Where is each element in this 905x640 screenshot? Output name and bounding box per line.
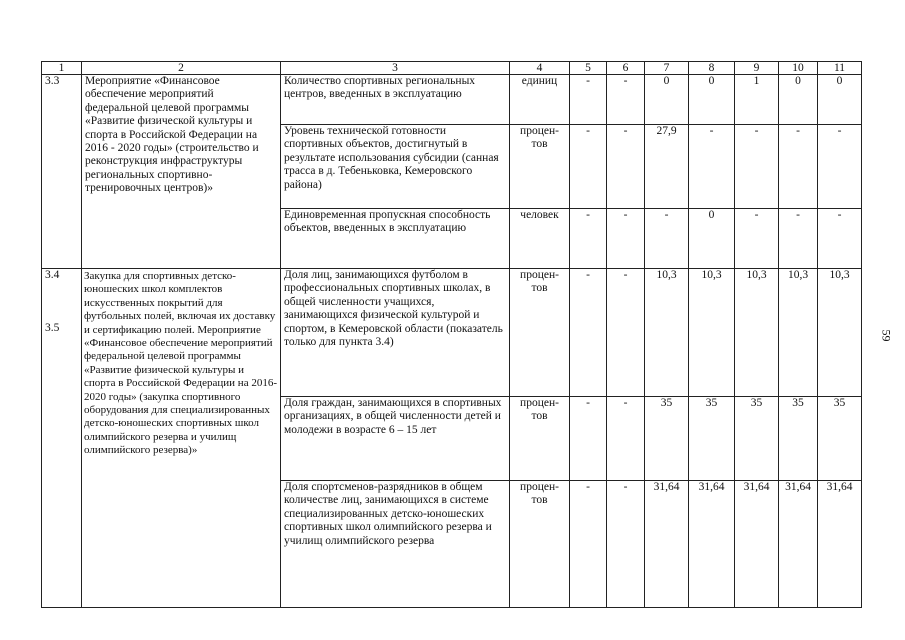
col-header: 11 (818, 62, 862, 75)
value-cell: 35 (645, 397, 689, 481)
value-cell: - (570, 269, 607, 397)
value-cell: 31,64 (735, 481, 779, 608)
col-header: 9 (735, 62, 779, 75)
value-cell: - (645, 209, 689, 269)
value-cell: - (607, 75, 645, 125)
col-header: 7 (645, 62, 689, 75)
value-cell: - (779, 125, 818, 209)
value-cell: 10,3 (779, 269, 818, 397)
indicator-name: Единовременная пропускная способность объектов, введенных в эксплуатацию (281, 209, 510, 269)
value-cell: 35 (735, 397, 779, 481)
value-cell: 10,3 (689, 269, 735, 397)
value-cell: 0 (689, 209, 735, 269)
value-cell: - (779, 209, 818, 269)
indicators-table (41, 61, 862, 608)
col-header: 4 (510, 62, 570, 75)
item-number (42, 269, 82, 608)
value-cell: - (735, 125, 779, 209)
item-number: 3.3 (42, 75, 82, 269)
value-cell: 10,3 (645, 269, 689, 397)
unit: человек (510, 209, 570, 269)
item-number-gap (45, 282, 78, 322)
indicator-name: Уровень технической готовности спортивных объектов, достигнутый в результате использования субсидии (санная трасса в д. Тебеньковка, Кемеровского района) (281, 125, 510, 209)
unit: процен-тов (510, 269, 570, 397)
value-cell: 1 (735, 75, 779, 125)
value-cell: 0 (689, 75, 735, 125)
value-cell: - (607, 269, 645, 397)
value-cell: - (607, 209, 645, 269)
value-cell: 31,64 (645, 481, 689, 608)
indicator-name: Количество спортивных региональных центров, введенных в эксплуатацию (281, 75, 510, 125)
value-cell: - (570, 397, 607, 481)
value-cell: - (570, 481, 607, 608)
col-header: 5 (570, 62, 607, 75)
value-cell: 0 (645, 75, 689, 125)
col-header: 8 (689, 62, 735, 75)
col-header: 6 (607, 62, 645, 75)
value-cell: 0 (779, 75, 818, 125)
indicator-name: Доля спортсменов-разрядников в общем количестве лиц, занимающихся в системе специализированных детско-юношеских спортивных школ олимпийского резерва и училищ олимпийского резерва (281, 481, 510, 608)
col-header: 10 (779, 62, 818, 75)
value-cell: 31,64 (689, 481, 735, 608)
activity-description: Мероприятие «Финансовое обеспечение мероприятий федеральной целевой программы «Развитие физической культуры и спорта в Российской Федерации на 2016 - 2020 годы» (строительство и реконструкция инфраструктуры региональных спортивно-тренировочных центров)» (82, 75, 281, 269)
value-cell: 35 (779, 397, 818, 481)
value-cell: 35 (689, 397, 735, 481)
indicator-name: Доля граждан, занимающихся в спортивных организациях, в общей численности детей и молодежи в возрасте 6 – 15 лет (281, 397, 510, 481)
unit: процен-тов (510, 397, 570, 481)
value-cell: - (735, 209, 779, 269)
value-cell: 27,9 (645, 125, 689, 209)
indicator-name: Доля лиц, занимающихся футболом в профессиональных спортивных школах, в общей численности учащихся, занимающихся физической культурой и спортом, в Кемеровской области (показатель только для пункта 3.4) (281, 269, 510, 397)
value-cell: - (570, 209, 607, 269)
value-cell: - (607, 397, 645, 481)
item-number-a: 3.4 (45, 269, 60, 281)
value-cell: - (607, 481, 645, 608)
col-header: 2 (82, 62, 281, 75)
value-cell: - (689, 125, 735, 209)
value-cell: 0 (818, 75, 862, 125)
value-cell: 31,64 (779, 481, 818, 608)
col-header: 1 (42, 62, 82, 75)
item-number-b: 3.5 (45, 322, 60, 335)
value-cell: - (818, 125, 862, 209)
value-cell: - (818, 209, 862, 269)
value-cell: - (607, 125, 645, 209)
activity-description: Закупка для спортивных детско-юношеских школ комплектов искусственных покрытий для футбольных полей, включая их доставку и сертификацию полей. Мероприятие «Финансовое обеспечение мероприятий федеральной целевой программы «Развитие физической культуры и спорта в Российской Федерации на 2016-2020 годы» (закупка спортивного оборудования для специализированных детско-юношеских спортивных школ олимпийского резерва и училищ олимпийского резерва)» (82, 269, 281, 608)
column-number-row (42, 62, 862, 75)
unit: процен-тов (510, 481, 570, 608)
value-cell: 10,3 (735, 269, 779, 397)
value-cell: - (570, 75, 607, 125)
col-header: 3 (281, 62, 510, 75)
unit: процен-тов (510, 125, 570, 209)
value-cell: 31,64 (818, 481, 862, 608)
page-number: 59 (879, 329, 894, 342)
table-row (42, 75, 862, 125)
table-row (42, 269, 862, 397)
value-cell: 10,3 (818, 269, 862, 397)
unit: единиц (510, 75, 570, 125)
value-cell: - (570, 125, 607, 209)
value-cell: 35 (818, 397, 862, 481)
